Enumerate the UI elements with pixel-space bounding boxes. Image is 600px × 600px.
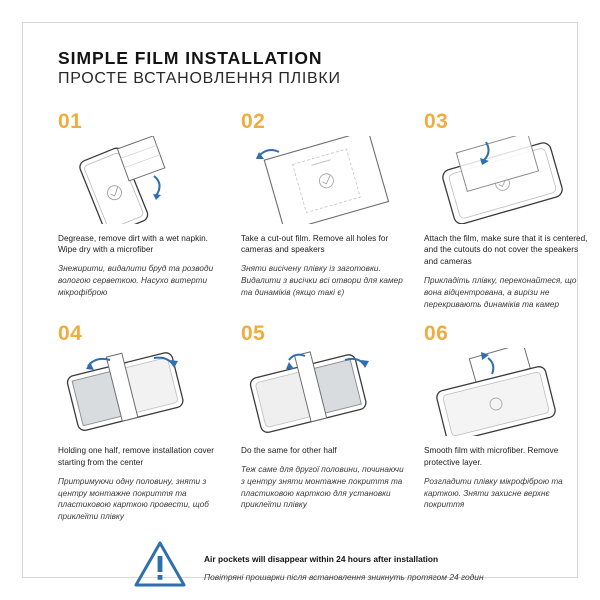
step-card-02 bbox=[241, 111, 406, 311]
step-text-en: Do the same for other half bbox=[241, 445, 337, 455]
step-card-06 bbox=[424, 319, 589, 523]
step-number: 06 bbox=[424, 321, 449, 345]
step-illustration-film-sheet-cutouts bbox=[241, 136, 406, 224]
step-number: 02 bbox=[241, 109, 266, 133]
step-illustration-smooth-and-remove bbox=[424, 348, 589, 436]
step-text-ua: Знежирити, видалити бруд та розводи вологою серветкою. Насухо витерти мікрофіброю bbox=[58, 264, 214, 298]
step-number: 05 bbox=[241, 321, 266, 345]
page-subtitle: ПРОСТЕ ВСТАНОВЛЕННЯ ПЛІВКИ bbox=[58, 70, 341, 88]
footer-note bbox=[58, 537, 542, 598]
step-card-01 bbox=[58, 111, 223, 311]
step-text-ua: Прикладіть плівку, переконайтеся, що вона відцентрована, а вирізи не перекривають динаміків та камер bbox=[424, 276, 577, 309]
step-illustration-peel-half-right bbox=[241, 348, 406, 436]
step-text-en: Attach the film, make sure that it is centered, and the cutouts do not cover the speakers and cameras bbox=[424, 233, 588, 267]
note-text-en: Air pockets will disappear within 24 hours after installation bbox=[204, 553, 439, 564]
step-number: 04 bbox=[58, 321, 83, 345]
step-text-en: Smooth film with microfiber. Remove protective layer. bbox=[424, 445, 559, 467]
step-illustration-phone-with-wipe bbox=[58, 136, 223, 224]
warning-triangle-icon bbox=[132, 537, 188, 598]
step-card-04 bbox=[58, 319, 223, 523]
step-text-en: Take a cut-out film. Remove all holes for cameras and speakers bbox=[241, 233, 389, 255]
step-text-ua: Розгладити плівку мікрофіброю та карткою. Зняти захисне верхнє покриття bbox=[424, 476, 563, 510]
step-illustration-film-onto-phone bbox=[424, 136, 589, 224]
step-illustration-peel-half-left bbox=[58, 348, 223, 436]
step-text-en: Holding one half, remove installation cover starting from the center bbox=[58, 445, 215, 467]
step-text-ua: Притримуючи одну половину, зняти з центру монтажне покриття та пластиковою карткою провести, щоб приклеїти плівку bbox=[58, 476, 209, 522]
page-title: SIMPLE FILM INSTALLATION bbox=[58, 48, 323, 68]
header-block bbox=[58, 48, 542, 89]
note-text-ua: Повітряні прошарки після встановлення зникнуть протягом 24 годин bbox=[204, 571, 484, 582]
step-number: 01 bbox=[58, 109, 83, 133]
step-number: 03 bbox=[424, 109, 449, 133]
step-card-05 bbox=[241, 319, 406, 523]
steps-grid bbox=[58, 109, 588, 524]
step-card-03 bbox=[424, 111, 589, 311]
step-text-ua: Зняти висічену плівку із заготовки. Видалити з висічки всі отвори для камер та динаміків (якщо такі є) bbox=[241, 264, 403, 298]
step-text-ua: Теж саме для другої половини, починаючи з центру зняти монтажне покриття та пластиковою карткою для установки приклеїти плівку bbox=[241, 464, 404, 510]
step-text-en: Degrease, remove dirt with a wet napkin. Wipe dry with a microfiber bbox=[58, 233, 208, 255]
